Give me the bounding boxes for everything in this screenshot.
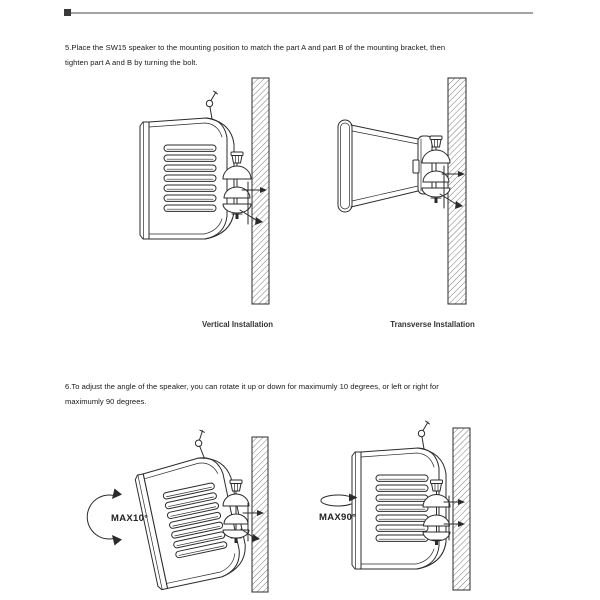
max-swivel-label: MAX90° <box>319 512 357 523</box>
step6-line2: maximumly 90 degrees. <box>65 397 147 407</box>
figure-max-tilt <box>85 425 285 598</box>
step5-line2: tighten part A and B by turning the bolt. <box>65 58 198 68</box>
wall <box>448 78 466 304</box>
step6-paragraph <box>65 379 439 410</box>
safety-eyebolt <box>418 421 429 449</box>
caption-transverse-installation: Transverse Installation <box>390 320 475 329</box>
safety-eyebolt <box>193 429 210 459</box>
step6-line1: 6.To adjust the angle of the speaker, you can rotate it up or down for maximumly 10 degrees, or left or right for <box>65 382 439 391</box>
speaker-grille-slats <box>376 475 428 541</box>
figure-transverse-installation <box>330 78 475 310</box>
speaker-horn-view <box>338 120 432 212</box>
max-tilt-label: MAX10° <box>111 513 149 524</box>
step5-line1: 5.Place the SW15 speaker to the mounting position to match the part A and part B of the mounting bracket, then <box>65 43 446 52</box>
page-rule-marker <box>64 9 71 16</box>
caption-vertical-installation: Vertical Installation <box>201 320 274 329</box>
wall <box>453 428 470 590</box>
page-rule <box>71 12 533 14</box>
speaker-side-view-tilted <box>128 426 251 590</box>
step5-paragraph <box>65 40 445 71</box>
figure-vertical-installation <box>110 78 290 310</box>
terminal-box <box>413 160 419 173</box>
safety-eyebolt <box>206 91 217 119</box>
speaker-side-view <box>140 91 234 239</box>
speaker-grille-slats <box>164 145 216 211</box>
figure-max-swivel <box>300 420 500 598</box>
